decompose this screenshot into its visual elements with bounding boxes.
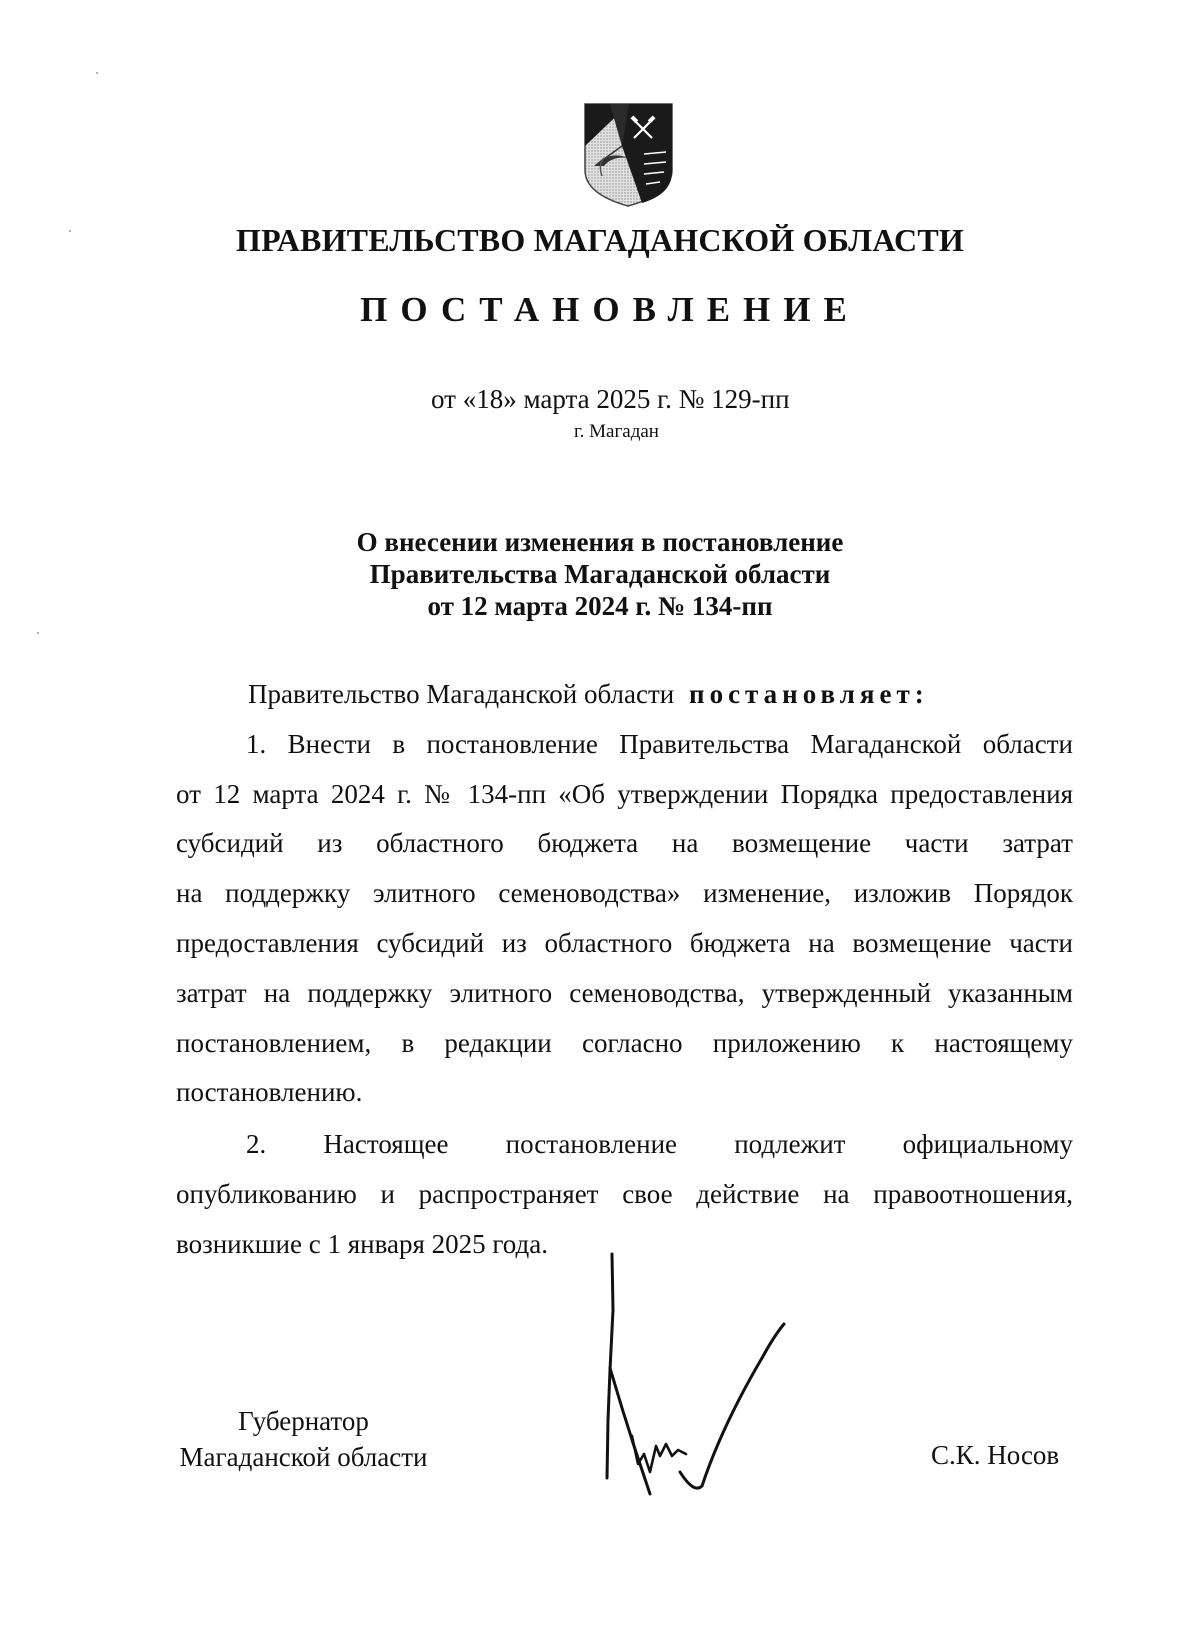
document-type: ПОСТАНОВЛЕНИЕ xyxy=(360,290,860,329)
document-subject xyxy=(0,526,1200,622)
paragraph-1-line: на поддержку элитного семеноводства» изменение, изложив Порядок xyxy=(176,878,1073,909)
paragraph-1-line: постановлению. xyxy=(176,1077,363,1108)
paragraph-1-line: постановлением, в редакции согласно приложению к настоящему xyxy=(176,1027,1073,1058)
scan-speck xyxy=(96,72,98,74)
paragraph-1-line: затрат на поддержку элитного семеноводства, утвержденный указанным xyxy=(176,977,1073,1008)
subject-line: Правительства Магаданской области xyxy=(369,559,831,589)
scan-speck xyxy=(37,632,39,634)
paragraph-2-line: опубликованию и распространяет свое действие на правоотношения, xyxy=(176,1178,1073,1209)
paragraph-1-line: от 12 марта 2024 г. № 134-пп «Об утверждении Порядка предоставления xyxy=(176,778,1073,809)
preamble-verb: постановляет xyxy=(689,679,915,709)
subject-line: О внесении изменения в постановление xyxy=(356,527,844,557)
signer-position xyxy=(176,1403,431,1475)
document-city: г. Магадан xyxy=(574,421,659,442)
paragraph-2-line: 2. Настоящее постановление подлежит официальному xyxy=(246,1129,1073,1160)
government-title: ПРАВИТЕЛЬСТВО МАГАДАНСКОЙ ОБЛАСТИ xyxy=(235,222,964,258)
document-body xyxy=(176,670,1073,1270)
preamble xyxy=(176,670,1073,720)
signer-position-line: Магаданской области xyxy=(179,1442,428,1472)
signer-name: С.К. Носов xyxy=(931,1440,1060,1470)
handwritten-signature xyxy=(590,1250,810,1505)
paragraph-1-line: субсидий из областного бюджета на возмещение части затрат xyxy=(176,828,1073,859)
paragraph-2-line: возникшие с 1 января 2025 года. xyxy=(176,1228,548,1259)
document-date-number: от «18» марта 2025 г. № 129-пп xyxy=(431,384,790,414)
preamble-text: Правительство Магаданской области xyxy=(248,679,675,709)
preamble-colon: : xyxy=(914,679,929,709)
magadan-coat-of-arms-icon xyxy=(582,102,675,208)
paragraph-1-line: 1. Внести в постановление Правительства Магаданской области xyxy=(246,728,1073,759)
subject-line: от 12 марта 2024 г. № 134-пп xyxy=(427,591,773,621)
paragraph-1-line: предоставления субсидий из областного бюджета на возмещение части xyxy=(176,927,1073,958)
signer-position-line: Губернатор xyxy=(238,1406,369,1436)
